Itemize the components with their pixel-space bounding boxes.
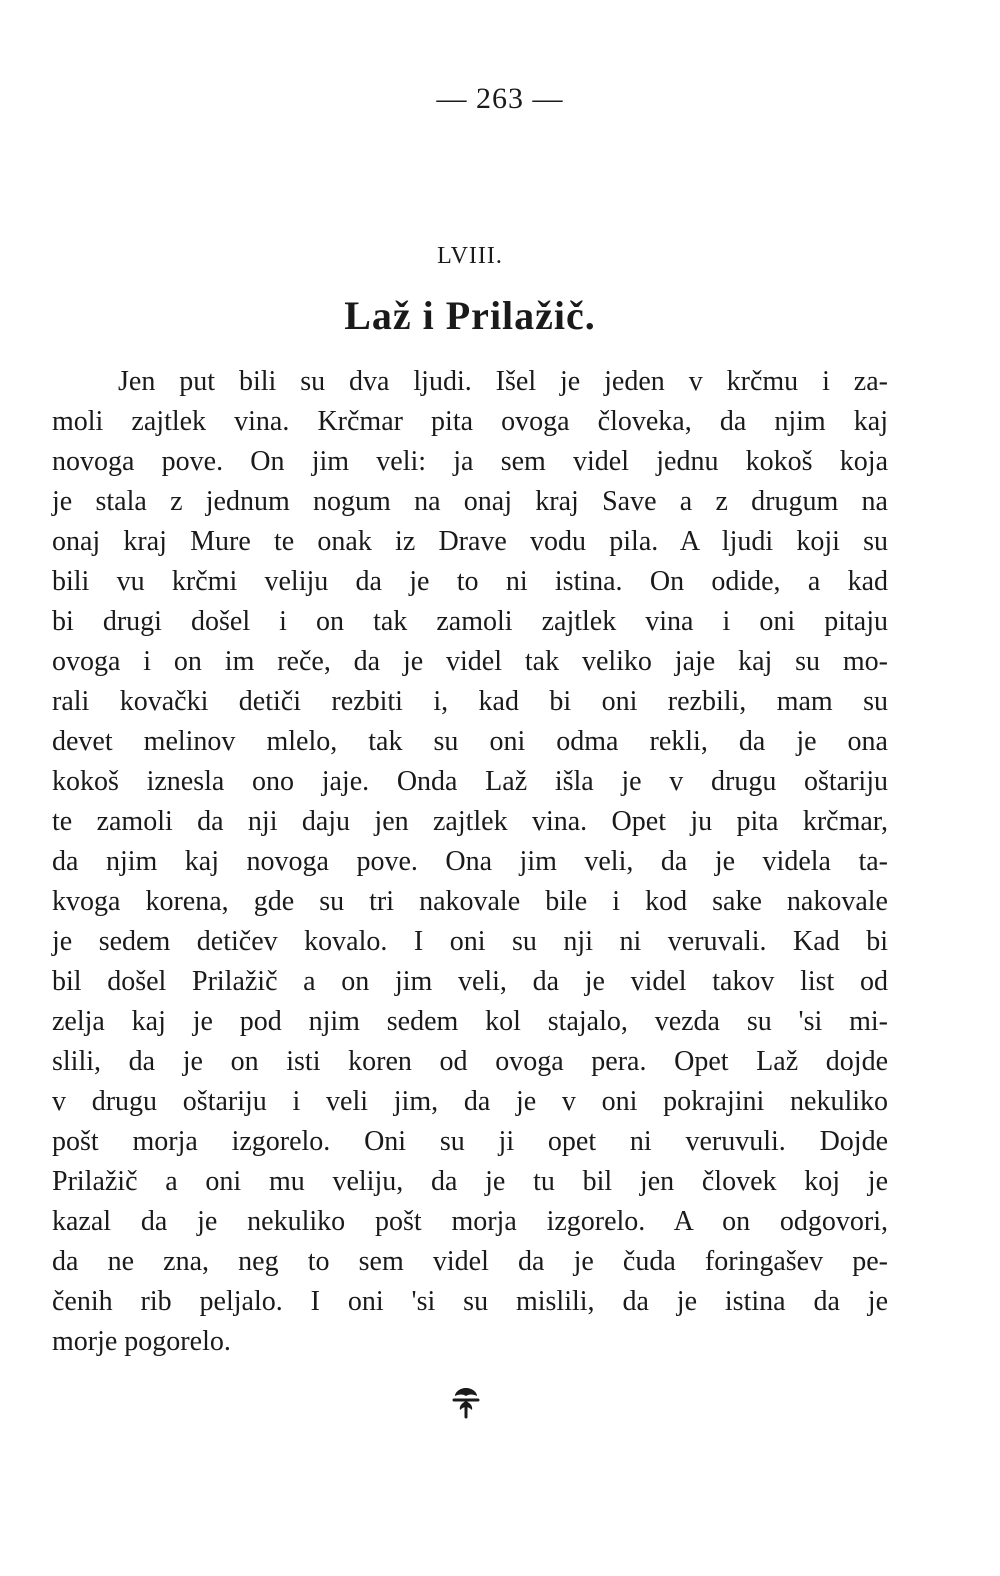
text-line: Prilažič a oni mu veliju, da je tu bil jen človek koj je [52,1166,888,1197]
text-line: ovoga i on im reče, da je videl tak veliko jaje kaj su mo- [52,646,888,677]
text-line: v drugu oštariju i veli jim, da je v oni pokrajini nekuliko [52,1086,888,1117]
text-line: da ne zna, neg to sem videl da je čuda foringašev pe- [52,1246,888,1277]
text-line: kazal da je nekuliko pošt morja izgorelo. A on odgovori, [52,1206,888,1237]
text-line: bi drugi došel i on tak zamoli zajtlek vina i oni pitaju [52,606,888,637]
text-line: čenih rib peljalo. I oni 'si su mislili, da je istina da je [52,1286,888,1317]
text-line: onaj kraj Mure te onak iz Drave vodu pila. A ljudi koji su [52,526,888,557]
chapter-number: LVIII. [437,243,503,269]
text-line: te zamoli da nji daju jen zajtlek vina. Opet ju pita krčmar, [52,806,888,837]
text-line: da njim kaj novoga pove. Ona jim veli, da je videla ta- [52,846,888,877]
text-line: pošt morja izgorelo. Oni su ji opet ni veruvuli. Dojde [52,1126,888,1157]
text-line: rali kovački detiči rezbiti i, kad bi oni rezbili, mam su [52,686,888,717]
fleuron-ornament-icon [446,1382,486,1422]
body-text [52,362,888,1362]
text-line: bili vu krčmi veliju da je to ni istina. On odide, a kad [52,566,888,597]
text-line: kvoga korena, gde su tri nakovale bile i kod sake nakovale [52,886,888,917]
text-line: je stala z jednum nogum na onaj kraj Save a z drugum na [52,486,888,517]
text-line: moli zajtlek vina. Krčmar pita ovoga človeka, da njim kaj [52,406,888,437]
text-line: bil došel Prilažič a on jim veli, da je videl takov list od [52,966,888,997]
chapter-title: Laž i Prilažič. [344,293,596,338]
text-line: slili, da je on isti koren od ovoga pera. Opet Laž dojde [52,1046,888,1077]
text-line: zelja kaj je pod njim sedem kol stajalo, vezda su 'si mi- [52,1006,888,1037]
text-line: je sedem detičev kovalo. I oni su nji ni veruvali. Kad bi [52,926,888,957]
text-line: kokoš iznesla ono jaje. Onda Laž išla je v drugu oštariju [52,766,888,797]
text-line: morje pogorelo. [52,1326,231,1357]
text-line: Jen put bili su dva ljudi. Išel je jeden v krčmu i za- [118,366,888,397]
text-line: novoga pove. On jim veli: ja sem videl jednu kokoš koja [52,446,888,477]
text-line: devet melinov mlelo, tak su oni odma rekli, da je ona [52,726,888,757]
page-number: — 263 — [436,82,564,115]
